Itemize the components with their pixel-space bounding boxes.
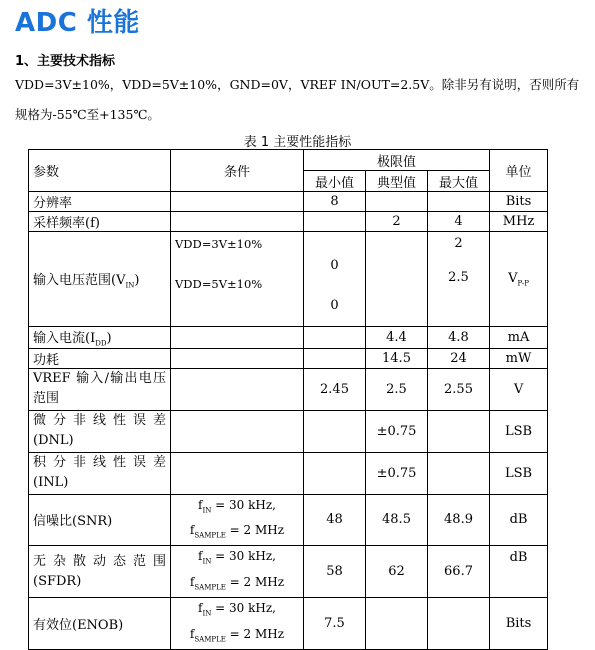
table-row-sfdr [29, 546, 548, 598]
table-row-inl [29, 452, 548, 494]
page-title: ADC 性能 [15, 8, 140, 38]
table-row-enob [29, 598, 548, 650]
table-caption: 表 1 主要性能指标 [243, 135, 352, 150]
max-cell: 4.8 [428, 327, 490, 349]
min-cell: 7.5 [304, 598, 366, 650]
table-row-resolution [29, 192, 548, 212]
table-row-power [29, 348, 548, 368]
max-value-1: 2 [454, 236, 463, 251]
unit-cell: V [490, 368, 548, 410]
header-typ: 典型值 [366, 171, 428, 192]
max-cell: 66.7 [428, 546, 490, 598]
typ-cell [366, 232, 428, 327]
unit-cell: LSB [490, 410, 548, 452]
typ-cell: 14.5 [366, 348, 428, 368]
typ-cell: ±0.75 [366, 452, 428, 494]
param-cell [29, 368, 171, 410]
condition-vdd3: VDD=3V±10% [175, 237, 263, 251]
condition-cell [171, 368, 304, 410]
header-condition: 条件 [171, 150, 304, 192]
min-cell [304, 212, 366, 232]
section-heading: 1、主要技术指标 [15, 54, 116, 69]
max-cell [428, 232, 490, 327]
min-cell [304, 232, 366, 327]
param-cell [29, 410, 171, 452]
condition-cell [171, 232, 304, 327]
typ-cell [366, 192, 428, 212]
typ-cell: 62 [366, 546, 428, 598]
table-row-dnl [29, 410, 548, 452]
header-limits: 极限值 [304, 150, 490, 171]
unit-cell: Bits [490, 192, 548, 212]
min-cell [304, 348, 366, 368]
table-row-vref [29, 368, 548, 410]
header-min: 最小值 [304, 171, 366, 192]
param-line-2: (DNL) [33, 433, 74, 449]
typ-cell: ±0.75 [366, 410, 428, 452]
typ-cell: 48.5 [366, 494, 428, 546]
header-row [29, 150, 548, 171]
table-row-sample-rate [29, 212, 548, 232]
condition-cell [171, 212, 304, 232]
table-row-snr [29, 494, 548, 546]
min-cell [304, 452, 366, 494]
table-row-input-current [29, 327, 548, 349]
unit-cell: MHz [490, 212, 548, 232]
max-cell [428, 410, 490, 452]
param-line-1: 积分非线性误差 [33, 455, 166, 471]
condition-cell: $f_{IN} = 30$ kHz, $f_{SAMPLE} = 2$ MHz [171, 546, 304, 598]
param-cell: 分辨率 [29, 192, 171, 212]
condition-cell [171, 348, 304, 368]
typ-cell: 2.5 [366, 368, 428, 410]
param-cell: 信噪比(SNR) [29, 494, 171, 546]
max-value-2: 2.5 [448, 270, 469, 285]
header-unit: 单位 [490, 150, 548, 192]
min-cell: 2.45 [304, 368, 366, 410]
spec-table [28, 149, 548, 650]
unit-cell: dB [490, 494, 548, 546]
max-cell [428, 452, 490, 494]
param-line-1: VREF 输入/输出电压 [33, 371, 166, 387]
typ-cell: 4.4 [366, 327, 428, 349]
unit-cell: mA [490, 327, 548, 349]
param-cell: 有效位(ENOB) [29, 598, 171, 650]
unit-cell: mW [490, 348, 548, 368]
typ-cell: 2 [366, 212, 428, 232]
min-cell: 58 [304, 546, 366, 598]
condition-cell [171, 452, 304, 494]
condition-cell [171, 410, 304, 452]
condition-cell: $f_{IN} = 30$ kHz, $f_{SAMPLE} = 2$ MHz [171, 598, 304, 650]
unit-cell: dB [490, 546, 548, 598]
min-cell [304, 410, 366, 452]
unit-cell: $V_{P-P}$ [490, 232, 548, 327]
condition-cell: $f_{IN} = 30$ kHz, $f_{SAMPLE} = 2$ MHz [171, 494, 304, 546]
max-cell: 24 [428, 348, 490, 368]
unit-cell: LSB [490, 452, 548, 494]
typ-cell [366, 598, 428, 650]
param-line-2: 范围 [33, 391, 60, 407]
param-line-2: (SFDR) [33, 573, 82, 589]
max-cell [428, 192, 490, 212]
intro-paragraph: VDD=3V±10%，VDD=5V±10%，GND=0V，VREF IN/OUT=2.5V。除非另有说明，否则所有规格为-55℃至+135℃。 [15, 77, 580, 122]
header-param: 参数 [29, 150, 171, 192]
param-line-1: 微分非线性误差 [33, 413, 166, 429]
min-value-1: 0 [330, 258, 339, 273]
min-cell: 8 [304, 192, 366, 212]
param-cell: 采样频率(f) [29, 212, 171, 232]
unit-cell: Bits [490, 598, 548, 650]
param-line-1: 无杂散动态范围 [33, 553, 166, 569]
param-line-2: (INL) [33, 475, 69, 491]
max-cell: 2.55 [428, 368, 490, 410]
condition-vdd5: VDD=5V±10% [175, 277, 263, 291]
min-cell: 48 [304, 494, 366, 546]
max-cell: 48.9 [428, 494, 490, 546]
param-cell: 功耗 [29, 348, 171, 368]
condition-cell [171, 192, 304, 212]
max-cell: 4 [428, 212, 490, 232]
table-row-input-range [29, 232, 548, 327]
min-cell [304, 327, 366, 349]
param-cell: 输入电压范围$(V_{IN})$ [29, 232, 171, 327]
param-cell: 输入电流$(I_{DD})$ [29, 327, 171, 349]
header-max: 最大值 [428, 171, 490, 192]
param-cell [29, 452, 171, 494]
max-cell [428, 598, 490, 650]
param-cell [29, 546, 171, 598]
min-value-2: 0 [330, 298, 339, 313]
condition-cell [171, 327, 304, 349]
